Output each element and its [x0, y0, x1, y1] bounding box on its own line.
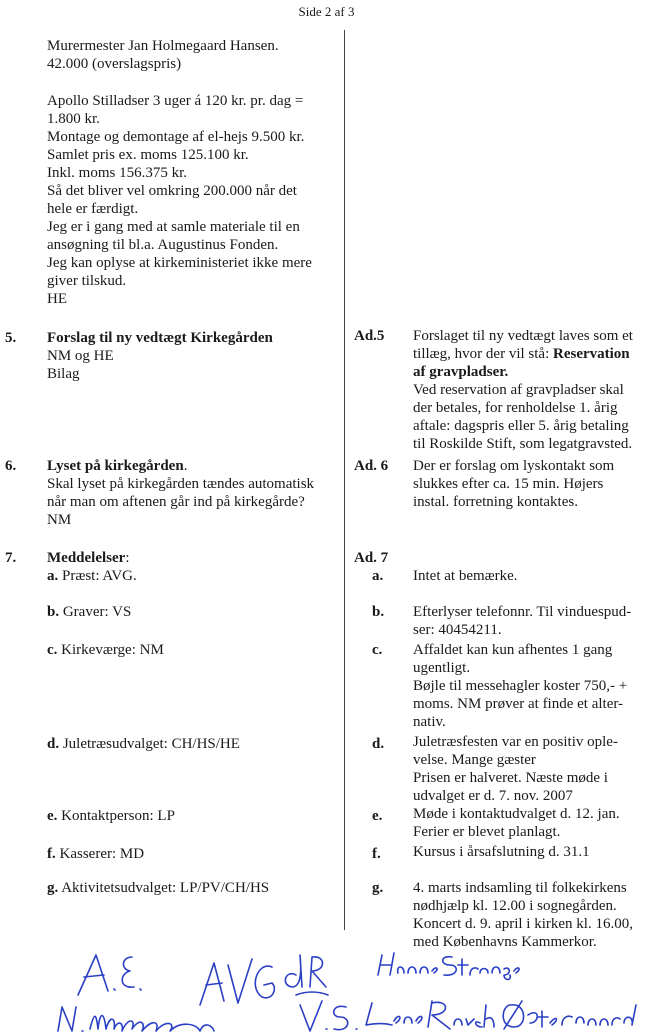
intro-line: Jeg er i gang med at samle materiale til en — [47, 219, 300, 235]
ad-line: Der er forslag om lyskontakt som — [413, 458, 615, 474]
ad-line: aftale: dagspris eller 5. årig betaling — [413, 418, 629, 434]
intro-line: Så det bliver vel omkring 200.000 når det — [47, 183, 297, 199]
entry-note: Affaldet kan kun afhentes 1 gang — [413, 642, 613, 658]
entry-note: Møde i kontaktudvalget d. 12. jan. — [413, 806, 620, 822]
signature-ae — [78, 955, 141, 995]
column-divider — [344, 30, 345, 930]
signature-vs — [300, 1001, 357, 1031]
entry-letter: f. — [372, 846, 381, 862]
page-header: Side 2 af 3 — [298, 4, 355, 19]
item-title: Lyset på kirkegården. — [47, 458, 188, 474]
ad-line: der betales, for renholdelse 1. årig — [413, 400, 618, 416]
item-line: når man om aftenen går ind på kirkegårde? — [47, 494, 305, 510]
signature-n-mathiesen — [58, 1007, 214, 1031]
intro-line: ansøgning til bl.a. Augustinus Fonden. — [47, 237, 279, 253]
ad-label: Ad. 6 — [354, 458, 389, 474]
item-line: Bilag — [47, 366, 80, 382]
entry-note: Koncert d. 9. april i kirken kl. 16.00, — [413, 916, 633, 932]
item-number: 5. — [5, 330, 17, 346]
signature-avg — [200, 959, 274, 1005]
entry-note: Prisen er halveret. Næste møde i — [413, 770, 608, 786]
entry-note: Intet at bemærke. — [413, 568, 518, 584]
entry-letter: b. — [372, 604, 385, 620]
entry-label: f. Kasserer: MD — [47, 846, 145, 862]
ad-bold-inline: Reservation — [553, 346, 630, 362]
item-number: 7. — [5, 550, 17, 566]
entry-note: nødhjælp kl. 12.00 i sognegården. — [413, 898, 617, 914]
entry-label: g. Aktivitetsudvalget: LP/PV/CH/HS — [47, 880, 270, 896]
intro-line: 1.800 kr. — [47, 111, 100, 127]
ad-line: slukkes efter ca. 15 min. Højers — [413, 476, 604, 492]
entry-note: Juletræsfesten var en positiv ople- — [413, 734, 618, 750]
intro-line: Murermester Jan Holmegaard Hansen. — [47, 38, 279, 54]
signature-lene-rauch-ostergaard — [366, 1001, 636, 1029]
intro-line: Jeg kan oplyse at kirkeministeriet ikke mere — [47, 255, 312, 271]
ad-label: Ad.5 — [354, 328, 385, 344]
item-line: NM og HE — [47, 348, 114, 364]
entry-letter: c. — [372, 642, 383, 658]
item-line: NM — [47, 512, 72, 528]
entry-label: a. Præst: AVG. — [47, 568, 137, 584]
intro-line: giver tilskud. — [47, 273, 127, 289]
entry-note: med Københavns Kammerkor. — [413, 934, 597, 950]
entry-label: e. Kontaktperson: LP — [47, 808, 175, 824]
item-number: 6. — [5, 458, 17, 474]
signature-dr — [285, 955, 328, 995]
ad-line: Ved reservation af gravpladser skal — [413, 382, 624, 398]
ad-line: til Roskilde Stift, som legatgravsted. — [413, 436, 633, 452]
intro-line: Apollo Stilladser 3 uger á 120 kr. pr. dag = — [47, 93, 304, 109]
entry-note: ser: 40454211. — [413, 622, 502, 638]
entry-note: udvalget er d. 7. nov. 2007 — [413, 788, 573, 804]
intro-line: 42.000 (overslagspris) — [47, 56, 182, 72]
entry-letter: d. — [372, 736, 385, 752]
signatures — [0, 945, 653, 1035]
entry-label: c. Kirkeværge: NM — [47, 642, 164, 658]
item-title: Meddelelser: — [47, 550, 130, 566]
ad-label: Ad. 7 — [354, 550, 389, 566]
intro-line: Montage og demontage af el-hejs 9.500 kr. — [47, 129, 305, 145]
entry-note: nativ. — [413, 714, 446, 730]
entry-note: Ferier er blevet planlagt. — [413, 824, 561, 840]
signature-hanne-strange — [378, 953, 519, 980]
intro-line: Inkl. moms 156.375 kr. — [47, 165, 188, 181]
entry-letter: g. — [372, 880, 384, 896]
ad-line: af gravpladser. — [413, 364, 509, 380]
entry-note: 4. marts indsamling til folkekirkens — [413, 880, 627, 896]
ad-line: Forslaget til ny vedtægt laves som et — [413, 328, 633, 344]
entry-letter: a. — [372, 568, 384, 584]
intro-line: Samlet pris ex. moms 125.100 kr. — [47, 147, 249, 163]
intro-line: hele er færdigt. — [47, 201, 139, 217]
entry-note: moms. NM prøver at finde et alter- — [413, 696, 624, 712]
entry-note: ugentligt. — [413, 660, 471, 676]
entry-note: Efterlyser telefonnr. Til vinduespud- — [413, 604, 632, 620]
entry-note: Kursus i årsafslutning d. 31.1 — [413, 844, 590, 860]
item-line: Skal lyset på kirkegården tændes automatisk — [47, 476, 315, 492]
ad-line: instal. forretning kontaktes. — [413, 494, 578, 510]
ad-line: tillæg, hvor der vil stå: Reservation — [413, 346, 630, 362]
intro-line: HE — [47, 291, 67, 307]
entry-label: b. Graver: VS — [47, 604, 132, 620]
item-title: Forslag til ny vedtægt Kirkegården — [47, 330, 273, 346]
entry-note: velse. Mange gæster — [413, 752, 536, 768]
entry-note: Bøjle til messehagler koster 750,- + — [413, 678, 628, 694]
entry-label: d. Juletræsudvalget: CH/HS/HE — [47, 736, 240, 752]
entry-letter: e. — [372, 808, 383, 824]
